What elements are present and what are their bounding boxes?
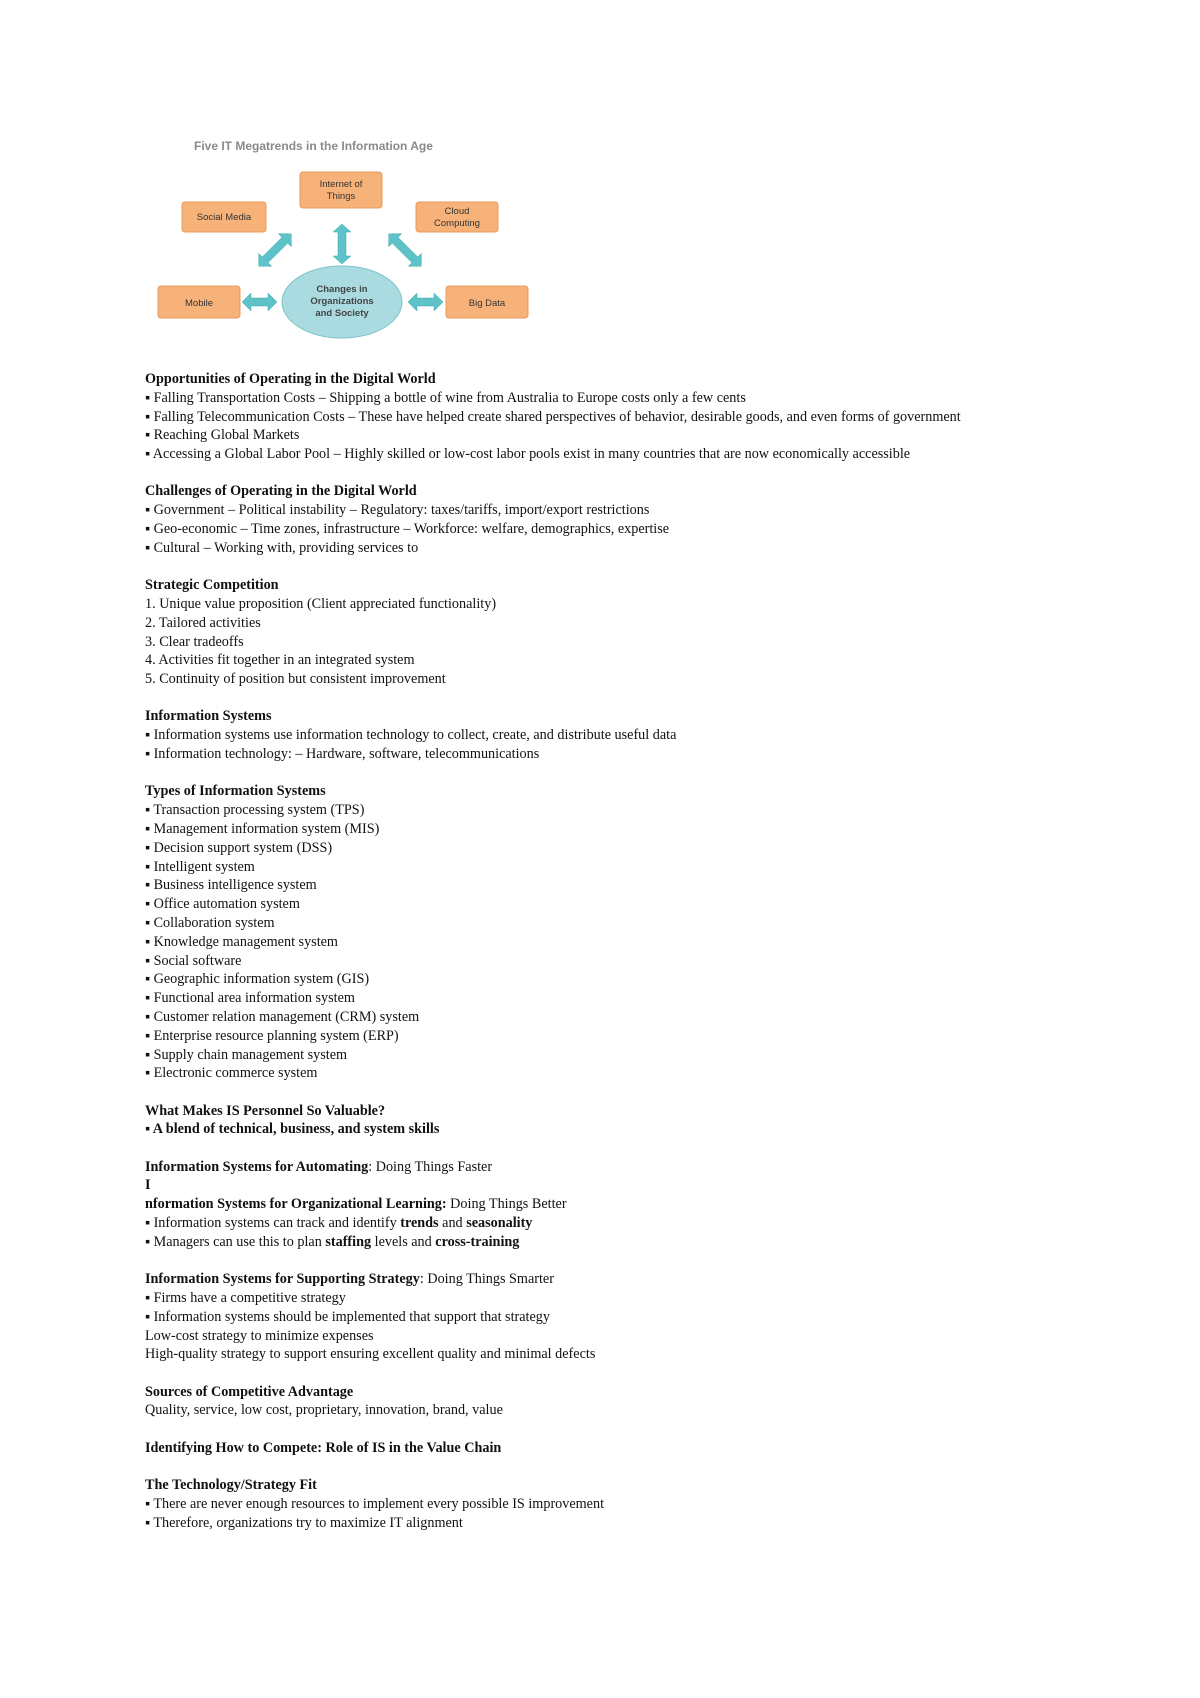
heading-fit: The Technology/Strategy Fit: [145, 1477, 317, 1494]
text-run: levels and: [371, 1233, 436, 1250]
list-item: ▪ Geo-economic – Time zones, infrastructure – Workforce: welfare, demographics, expertise: [145, 521, 670, 538]
heading-strategic-competition: Strategic Competition: [145, 577, 279, 594]
box-big-data-label: Big Data: [468, 298, 506, 309]
list-item: ▪ Intelligent system: [145, 858, 255, 875]
list-item: ▪ Reaching Global Markets: [145, 427, 300, 444]
list-item: ▪ Government – Political instability – Regulatory: taxes/tariffs, import/export restrictions: [145, 502, 650, 519]
list-item: ▪ Business intelligence system: [145, 877, 317, 894]
list-item: 5. Continuity of position but consistent improvement: [145, 671, 446, 688]
list-item: ▪ Geographic information system (GIS): [145, 971, 370, 988]
section-information-systems: [145, 707, 1045, 763]
notes-content: [145, 370, 1045, 1551]
list-item: ▪ Enterprise resource planning system (ERP): [145, 1027, 399, 1044]
automating-heading: Information Systems for Automating: [145, 1158, 369, 1175]
text-run-bold: trends: [400, 1215, 439, 1232]
arrow-up-icon: [333, 224, 351, 264]
box-cloud-line-1: Cloud: [444, 206, 470, 217]
supporting-line: [145, 1270, 1045, 1289]
center-line-1: Changes in: [316, 284, 368, 295]
list-item: ▪ Therefore, organizations try to maximize IT alignment: [145, 1514, 463, 1531]
center-node: [282, 266, 402, 338]
megatrends-diagram: [150, 132, 530, 342]
supporting-subtitle: : Doing Things Smarter: [419, 1271, 554, 1288]
list-item: ▪ Management information system (MIS): [145, 820, 380, 837]
list-item: ▪ Knowledge management system: [145, 933, 338, 950]
arrow-up-left-icon: [252, 227, 297, 272]
section-valuable: [145, 1102, 1045, 1140]
text-run: ▪ Managers can use this to plan: [145, 1233, 326, 1250]
list-item: ▪ A blend of technical, business, and system skills: [145, 1121, 440, 1138]
list-item: Quality, service, low cost, proprietary, innovation, brand, value: [145, 1402, 503, 1419]
list-item: ▪ Information systems use information technology to collect, create, and distribute useful data: [145, 727, 677, 744]
box-cloud-line-2: Computing: [434, 218, 480, 229]
heading-sources: Sources of Competitive Advantage: [145, 1383, 354, 1400]
text-run: ▪ Information systems can track and identify: [145, 1215, 401, 1232]
section-strategic-competition: [145, 576, 1045, 689]
list-item: [145, 1214, 1045, 1233]
box-social-media: [182, 202, 266, 232]
text-run: and: [438, 1215, 467, 1232]
list-item: ▪ Falling Telecommunication Costs – These have helped create shared perspectives of behavior, desirable goods, and even forms of government: [145, 408, 961, 425]
list-item: ▪ Decision support system (DSS): [145, 839, 333, 856]
box-iot-line-2: Things: [326, 191, 356, 202]
supporting-heading: Information Systems for Supporting Strategy: [145, 1271, 420, 1288]
heading-compete: Identifying How to Compete: Role of IS in the Value Chain: [145, 1439, 502, 1456]
arrow-up-right-icon: [382, 227, 427, 272]
list-item: ▪ Information technology: – Hardware, software, telecommunications: [145, 746, 540, 763]
list-item: Low-cost strategy to minimize expenses: [145, 1327, 374, 1344]
section-compete: [145, 1439, 1045, 1458]
box-mobile: [158, 286, 240, 318]
arrow-right-icon: [408, 293, 443, 311]
heading-types: Types of Information Systems: [145, 783, 326, 800]
heading-information-systems: Information Systems: [145, 708, 272, 725]
list-item: ▪ Firms have a competitive strategy: [145, 1289, 346, 1306]
box-internet-of-things: [300, 172, 382, 208]
list-item: ▪ Cultural – Working with, providing services to: [145, 539, 419, 556]
heading-challenges: Challenges of Operating in the Digital World: [145, 483, 417, 500]
list-item: 3. Clear tradeoffs: [145, 633, 244, 650]
list-item: ▪ Accessing a Global Labor Pool – Highly skilled or low-cost labor pools exist in many countries that are now economically accessible: [145, 446, 911, 463]
box-big-data: [446, 286, 528, 318]
heading-valuable: What Makes IS Personnel So Valuable?: [145, 1102, 386, 1119]
section-supporting-strategy: [145, 1270, 1045, 1364]
stray-letter: I: [145, 1177, 151, 1194]
text-run-bold: seasonality: [466, 1215, 533, 1232]
list-item: [145, 1233, 1045, 1252]
text-run-bold: cross-training: [435, 1233, 520, 1250]
section-sources: [145, 1383, 1045, 1421]
learning-line: [145, 1195, 1045, 1214]
list-item: High-quality strategy to support ensuring excellent quality and minimal defects: [145, 1346, 596, 1363]
learning-heading: nformation Systems for Organizational Learning:: [145, 1196, 447, 1213]
automating-subtitle: : Doing Things Faster: [368, 1158, 493, 1175]
list-item: 4. Activities fit together in an integrated system: [145, 652, 415, 669]
learning-subtitle: Doing Things Better: [446, 1196, 567, 1213]
section-types: [145, 782, 1045, 1083]
heading-opportunities: Opportunities of Operating in the Digital World: [145, 371, 436, 387]
list-item: ▪ Office automation system: [145, 896, 300, 913]
figure-title: Five IT Megatrends in the Information Age: [194, 139, 433, 153]
section-challenges: [145, 482, 1045, 557]
list-item: ▪ Electronic commerce system: [145, 1065, 318, 1082]
list-item: 2. Tailored activities: [145, 614, 261, 631]
center-line-3: and Society: [315, 308, 369, 319]
section-fit: [145, 1476, 1045, 1532]
list-item: ▪ Falling Transportation Costs – Shipping a bottle of wine from Australia to Europe costs only a few cents: [145, 389, 746, 406]
box-iot-line-1: Internet of: [319, 179, 363, 190]
box-mobile-label: Mobile: [185, 298, 213, 309]
megatrends-figure: [150, 132, 530, 342]
arrow-left-icon: [242, 293, 277, 311]
section-automating-learning: [145, 1158, 1045, 1252]
list-item: 1. Unique value proposition (Client appreciated functionality): [145, 595, 497, 612]
list-item: ▪ Supply chain management system: [145, 1046, 348, 1063]
list-item: ▪ Information systems should be implemented that support that strategy: [145, 1308, 550, 1325]
text-run-bold: staffing: [325, 1233, 372, 1250]
list-item: ▪ Social software: [145, 952, 242, 969]
list-item: ▪ There are never enough resources to implement every possible IS improvement: [145, 1495, 605, 1512]
center-line-2: Organizations: [310, 296, 374, 307]
list-item: ▪ Transaction processing system (TPS): [145, 802, 365, 819]
section-opportunities: [145, 370, 1045, 464]
list-item: ▪ Functional area information system: [145, 990, 355, 1007]
box-social-media-label: Social Media: [196, 212, 252, 223]
automating-line: [145, 1158, 1045, 1177]
list-item: ▪ Collaboration system: [145, 914, 275, 931]
list-item: ▪ Customer relation management (CRM) system: [145, 1008, 420, 1025]
box-cloud-computing: [416, 202, 498, 232]
